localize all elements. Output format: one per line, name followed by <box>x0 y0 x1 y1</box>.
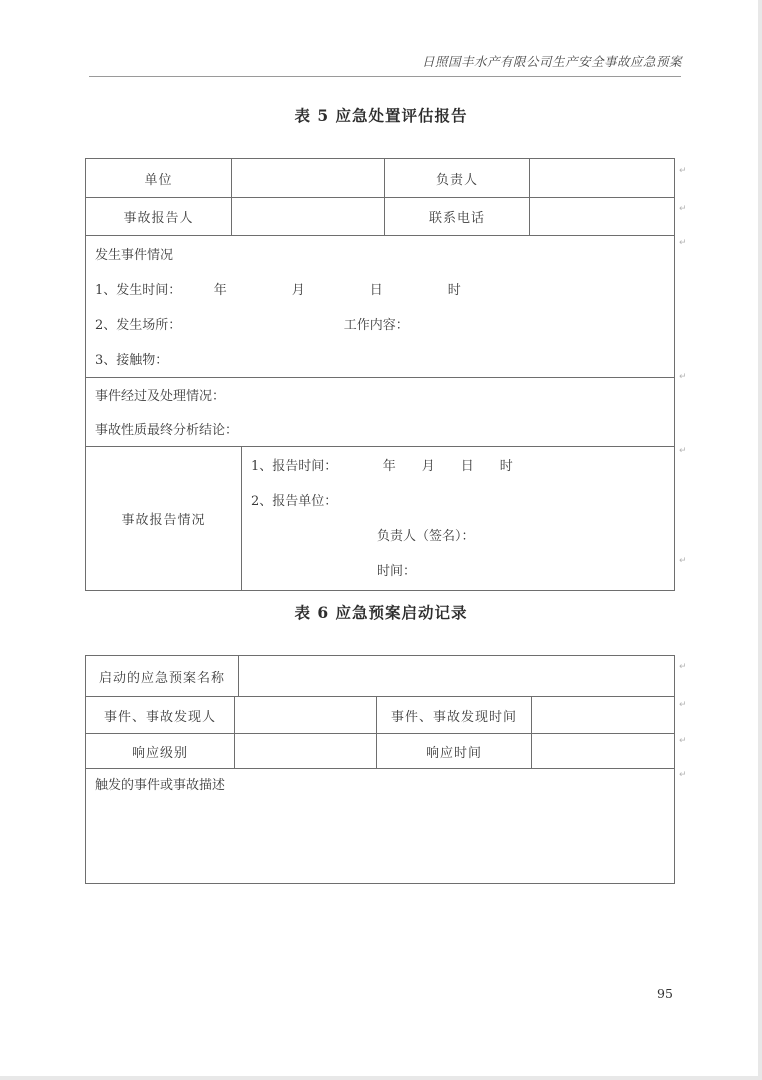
table5-title: 表 5 应急处置评估报告 <box>294 106 468 125</box>
t5-reporter-value-cell[interactable] <box>231 198 384 235</box>
table6-title: 表 6 应急预案启动记录 <box>294 603 468 622</box>
t6-row-discoverer <box>86 696 674 733</box>
header-divider <box>89 76 681 77</box>
t5-report-label: 事故报告情况 <box>121 513 206 528</box>
t6-plan-name-value-cell[interactable] <box>238 656 674 696</box>
t6-response-level-label: 响应级别 <box>131 745 188 761</box>
paragraph-mark: ↵ <box>679 736 687 746</box>
t6-discoverer-value-cell[interactable] <box>234 697 376 733</box>
paragraph-mark: ↵ <box>679 770 687 780</box>
t5-row-reporter <box>86 197 674 235</box>
t6-row-plan-name <box>86 656 674 696</box>
paragraph-mark: ↵ <box>679 238 687 248</box>
t5-report-content-cell[interactable] <box>241 447 674 590</box>
t6-trigger-description-section[interactable] <box>86 769 674 883</box>
t6-response-time-label: 响应时间 <box>376 734 531 768</box>
paragraph-mark: ↵ <box>679 204 687 214</box>
t5-report-unit-line: 2、报告单位： <box>251 494 338 509</box>
t6-discoverer-label: 事件、事故发现人 <box>103 709 216 725</box>
paragraph-mark: ↵ <box>679 372 687 382</box>
t6-discovery-time-label: 事件、事故发现时间 <box>376 697 531 733</box>
page-edge-right <box>758 0 762 1080</box>
t5-report-signature-line: 负责人（签名）： <box>377 529 475 544</box>
page-edge-bottom <box>0 1076 762 1080</box>
t5-incident-place-line: 2、发生场所： 工作内容： <box>95 318 409 333</box>
t5-report-signtime-line: 时间： <box>377 564 417 579</box>
t5-row-unit <box>86 159 674 197</box>
t5-incident-time-line: 1、发生时间： 年 月 日 时 <box>95 283 461 298</box>
document-header-title: 日照国丰水产有限公司生产安全事故应急预案 <box>421 54 682 69</box>
t5-process-line: 事件经过及处理情况： <box>95 389 226 404</box>
table5-emergency-evaluation-report <box>85 158 675 591</box>
t5-phone-label: 联系电话 <box>384 198 529 235</box>
paragraph-mark: ↵ <box>679 662 687 672</box>
t6-row-response <box>86 733 674 768</box>
t5-process-section[interactable] <box>86 378 674 446</box>
t5-incident-section[interactable] <box>86 236 674 377</box>
page-number: 95 <box>657 986 673 1001</box>
t6-response-time-value-cell[interactable] <box>531 734 674 768</box>
t5-conclusion-line: 事故性质最终分析结论： <box>95 423 239 438</box>
t5-row-process <box>86 377 674 446</box>
t5-incident-contact-line: 3、接触物： <box>95 353 169 368</box>
table6-plan-activation-record <box>85 655 675 884</box>
t5-row-report <box>86 446 674 590</box>
t5-unit-label: 单位 <box>144 172 173 188</box>
t5-report-time-line: 1、报告时间： 年 月 日 时 <box>251 459 513 474</box>
paragraph-mark: ↵ <box>679 556 687 566</box>
t6-row-trigger-description <box>86 768 674 883</box>
t5-person-in-charge-value-cell[interactable] <box>529 159 674 197</box>
paragraph-mark: ↵ <box>679 166 687 176</box>
t5-phone-value-cell[interactable] <box>529 198 674 235</box>
t5-person-in-charge-label: 负责人 <box>384 159 529 197</box>
t5-reporter-label: 事故报告人 <box>123 211 194 226</box>
t6-response-level-value-cell[interactable] <box>234 734 376 768</box>
paragraph-mark: ↵ <box>679 446 687 456</box>
t6-discovery-time-value-cell[interactable] <box>531 697 674 733</box>
t5-row-incident <box>86 235 674 377</box>
t5-unit-value-cell[interactable] <box>231 159 384 197</box>
t6-trigger-description-label: 触发的事件或事故描述 <box>95 778 226 793</box>
t5-incident-heading: 发生事件情况 <box>95 248 174 263</box>
t6-plan-name-label: 启动的应急预案名称 <box>98 670 225 686</box>
paragraph-mark: ↵ <box>679 700 687 710</box>
